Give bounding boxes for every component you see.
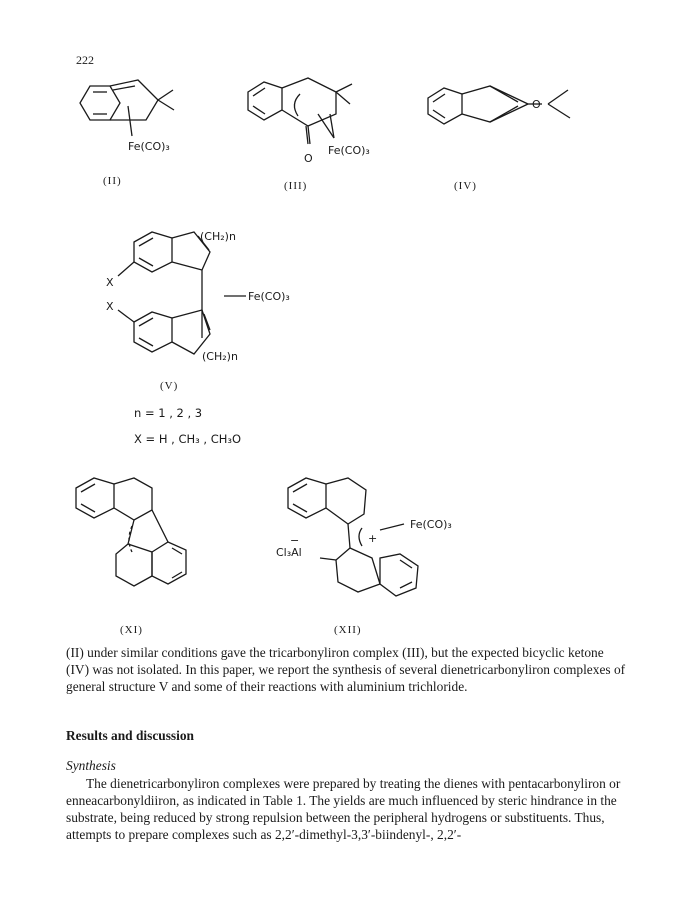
subsection-heading-synthesis: Synthesis xyxy=(66,758,116,773)
minus-sign: − xyxy=(290,534,300,547)
structure-ii xyxy=(68,78,198,160)
structure-iii xyxy=(238,74,398,169)
o-label: O xyxy=(304,152,313,165)
structure-xii xyxy=(264,468,494,620)
x-label-bottom: X xyxy=(106,300,114,313)
ch2n-label-top: (CH₂)n xyxy=(200,230,236,243)
section-heading-results: Results and discussion xyxy=(66,728,195,743)
label-xii: (XII) xyxy=(334,624,362,636)
label-iv: (IV) xyxy=(454,180,477,192)
cl3al-label: Cl₃Al xyxy=(276,546,302,559)
x-label-top: X xyxy=(106,276,114,289)
fe-co3-label: Fe(CO)₃ xyxy=(328,144,370,157)
n-values: n = 1 , 2 , 3 xyxy=(134,406,203,420)
label-xi: (XI) xyxy=(120,624,143,636)
structure-xi xyxy=(68,468,218,618)
page-number: 222 xyxy=(76,53,94,67)
fe-co3-label: Fe(CO)₃ xyxy=(128,140,170,153)
fe-co3-label: Fe(CO)₃ xyxy=(410,518,452,531)
label-ii: (II) xyxy=(103,175,122,187)
ch2n-label-bottom: (CH₂)n xyxy=(202,350,238,363)
paragraph-synthesis: The dienetricarbonyliron complexes were prepared by treating the dienes with pentacarbonyliron or enneacarbonyldiiron, as indicated in Table 1. The yields are much influenced by steric hindrance in the substrate, being reduced by strong repulsion between the peripheral hydrogens or substituents. Thus, attempts to prepare complexes such as 2,2′-dimethyl-3,3′-biindenyl-, 2,2′- xyxy=(66,776,621,842)
label-iii: (III) xyxy=(284,180,308,192)
structure-iv xyxy=(418,80,588,140)
fe-co3-label: Fe(CO)₃ xyxy=(248,290,290,303)
x-values: X = H , CH₃ , CH₃O xyxy=(134,432,242,446)
plus-sign: + xyxy=(368,532,378,545)
label-v: (V) xyxy=(160,380,179,392)
o-label: O xyxy=(532,98,541,111)
structure-v xyxy=(106,226,326,376)
paragraph-intro: (II) under similar conditions gave the tricarbonyliron complex (III), but the expected bicyclic ketone (IV) was not isolated. In this paper, we report the synthesis of several dienetricarbonyliron complexes of general structure V and some of their reactions with aluminium trichloride. xyxy=(66,645,626,694)
